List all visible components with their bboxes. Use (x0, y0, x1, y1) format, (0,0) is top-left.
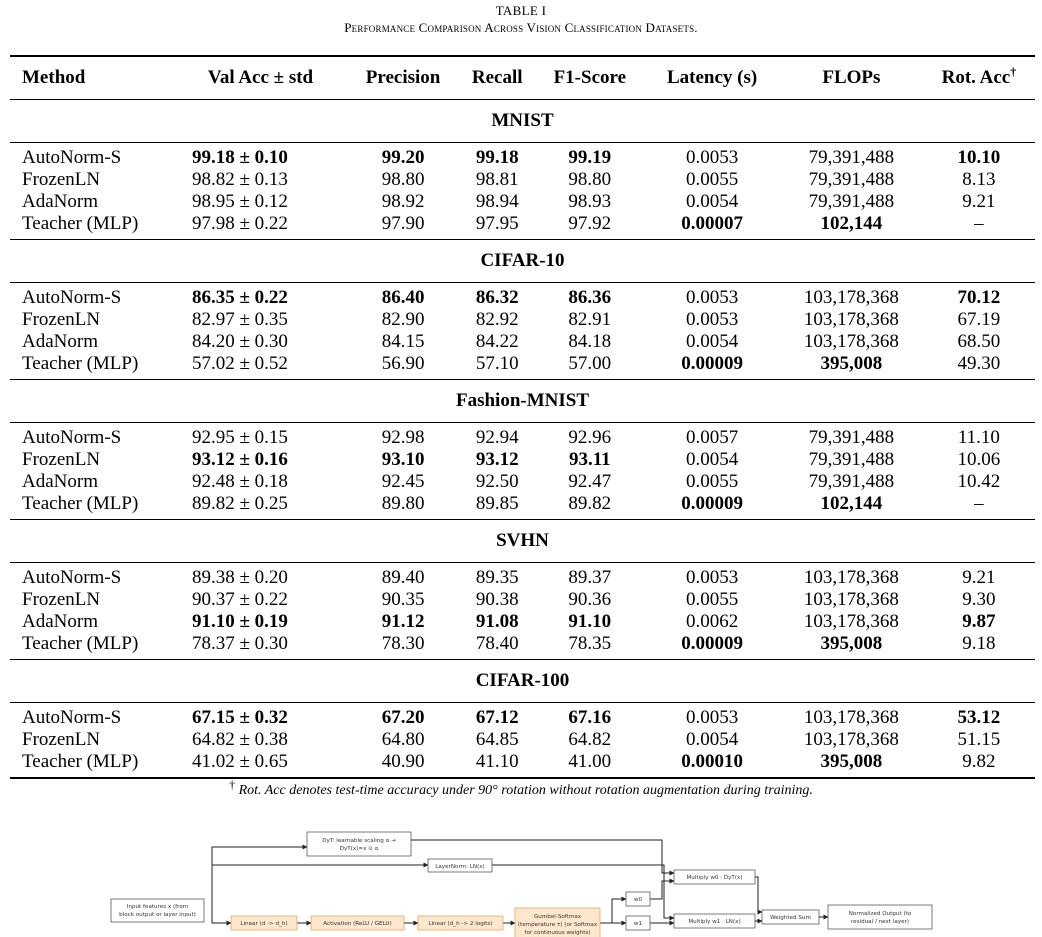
cell-flops: 103,178,368 (803, 611, 899, 632)
cell-val-acc: 98.82 ± 0.13 (192, 169, 288, 190)
cell-rot-acc: 10.06 (957, 449, 1001, 470)
cell-f1: 86.36 (568, 287, 612, 308)
cell-f1: 91.10 (568, 611, 612, 632)
cell-rot-acc: – (974, 493, 984, 514)
results-table (10, 55, 1035, 779)
cell-val-acc: 84.20 ± 0.30 (192, 331, 288, 352)
node-layernorm (428, 859, 492, 872)
table-row (10, 633, 1035, 660)
arrow-gumbel-to-w0 (600, 899, 626, 923)
node-gumbel-line1: Gumbel-Softmax (533, 914, 582, 920)
section-group (10, 520, 1035, 660)
header-rot-acc-label: Rot. Acc (941, 67, 1011, 88)
cell-flops: 79,391,488 (808, 471, 895, 492)
table-row (10, 703, 1035, 730)
node-weighted-sum (762, 910, 819, 924)
cell-f1: 67.16 (568, 707, 612, 728)
cell-recall: 92.50 (475, 471, 519, 492)
cell-recall: 64.85 (475, 729, 519, 750)
section-group (10, 380, 1035, 520)
node-gumbel-line2: (temperature τ) (or Softmax (517, 922, 598, 928)
cell-f1: 92.47 (568, 471, 612, 492)
section-header-row (10, 380, 1035, 423)
cell-precision: 89.40 (381, 567, 425, 588)
cell-recall: 82.92 (475, 309, 519, 330)
cell-recall: 41.10 (459, 751, 535, 778)
cell-flops: 103,178,368 (803, 589, 899, 610)
cell-rot-acc: 67.19 (957, 309, 1001, 330)
table-row (10, 213, 1035, 240)
section-group (10, 240, 1035, 380)
cell-precision: 92.98 (381, 427, 425, 448)
cell-val-acc: 92.95 ± 0.15 (192, 427, 288, 448)
cell-f1: 90.36 (568, 589, 612, 610)
node-weighted-sum-label: Weighted Sum (770, 915, 811, 921)
cell-method: AdaNorm (22, 471, 98, 492)
table-row (10, 611, 1035, 633)
cell-recall: 98.94 (475, 191, 519, 212)
cell-method: FrozenLN (22, 169, 101, 190)
cell-flops: 395,008 (820, 353, 883, 374)
cell-recall: 57.10 (475, 353, 519, 374)
node-linear1-label: Linear (d -> d_h) (240, 921, 288, 927)
header-latency: Latency (s) (644, 56, 780, 100)
section-header-row (10, 100, 1035, 143)
cell-f1: 78.35 (568, 633, 612, 654)
cell-precision: 93.10 (381, 449, 425, 470)
cell-recall: 67.12 (475, 707, 519, 728)
cell-f1: 93.11 (568, 449, 611, 470)
node-output-line1: Normalized Output (to (848, 911, 912, 917)
cell-method: AutoNorm-S (22, 147, 122, 168)
cell-rot-acc: 9.82 (923, 751, 1035, 778)
cell-recall: 86.32 (475, 287, 519, 308)
cell-f1: 64.82 (568, 729, 612, 750)
table-row (10, 563, 1035, 590)
cell-flops: 395,008 (820, 633, 883, 654)
cell-precision: 90.35 (381, 589, 425, 610)
cell-precision: 99.20 (381, 147, 425, 168)
arrow-mult0-to-wsum (755, 877, 762, 912)
node-dyt (307, 832, 411, 856)
node-activation-label: Activation (ReLU / GELU) (323, 921, 392, 927)
cell-latency: 0.00009 (681, 633, 743, 654)
cell-val-acc: 86.35 ± 0.22 (192, 287, 288, 308)
section-group (10, 100, 1035, 240)
cell-rot-acc: 9.30 (962, 589, 996, 610)
cell-flops: 102,144 (820, 493, 883, 514)
cell-val-acc: 41.02 ± 0.65 (174, 751, 347, 778)
cell-latency: 0.0054 (685, 449, 739, 470)
arrow-input-to-dyt (212, 847, 307, 906)
node-linear2-label: Linear (d_h -> 2 logits) (428, 921, 493, 927)
cell-precision: 86.40 (381, 287, 425, 308)
cell-flops: 103,178,368 (803, 567, 899, 588)
node-input-line2: block output or layer input) (119, 912, 196, 918)
cell-val-acc: 64.82 ± 0.38 (192, 729, 288, 750)
header-val-acc: Val Acc ± std (174, 56, 347, 100)
section-title: Fashion-MNIST (10, 380, 1035, 423)
cell-val-acc: 98.95 ± 0.12 (192, 191, 288, 212)
cell-latency: 0.0053 (685, 147, 739, 168)
cell-rot-acc: 9.18 (962, 633, 996, 654)
arrow-w0-to-mult0 (650, 881, 674, 899)
cell-recall: 84.22 (475, 331, 519, 352)
cell-latency: 0.00007 (681, 213, 743, 234)
cell-method: AutoNorm-S (22, 567, 122, 588)
cell-val-acc: 92.48 ± 0.18 (192, 471, 288, 492)
table-row (10, 589, 1035, 611)
cell-f1: 84.18 (568, 331, 612, 352)
table-row (10, 309, 1035, 331)
table-title: Performance Comparison Across Vision Classification Datasets. (344, 20, 698, 35)
table-row (10, 423, 1035, 450)
node-mult1-label: Multiply w1 · LN(x) (688, 919, 741, 925)
cell-val-acc: 57.02 ± 0.52 (192, 353, 288, 374)
cell-val-acc: 67.15 ± 0.32 (192, 707, 288, 728)
cell-precision: 92.45 (381, 471, 425, 492)
cell-precision: 84.15 (381, 331, 425, 352)
node-output (828, 905, 932, 929)
section-header-row (10, 520, 1035, 563)
cell-method: FrozenLN (22, 449, 101, 470)
node-layernorm-label: LayerNorm: LN(x) (435, 864, 485, 870)
cell-recall: 93.12 (475, 449, 519, 470)
arrow-input-to-linear1 (212, 906, 231, 923)
cell-flops: 79,391,488 (808, 427, 895, 448)
cell-flops: 103,178,368 (803, 309, 899, 330)
header-flops: FLOPs (780, 56, 923, 100)
cell-val-acc: 93.12 ± 0.16 (192, 449, 288, 470)
cell-latency: 0.00009 (681, 353, 743, 374)
header-method: Method (10, 56, 174, 100)
cell-flops: 103,178,368 (803, 287, 899, 308)
node-dyt-line2: DyT(x)=x ⊙ α (339, 846, 379, 852)
section-header-row (10, 660, 1035, 703)
cell-method: Teacher (MLP) (22, 213, 139, 234)
node-mult1 (674, 914, 755, 928)
node-output-line2: residual / next layer) (851, 919, 909, 925)
section-title: CIFAR-100 (10, 660, 1035, 703)
table-header-row (10, 56, 1035, 100)
cell-recall: 92.94 (475, 427, 519, 448)
cell-rot-acc: 68.50 (957, 331, 1001, 352)
table-row (10, 191, 1035, 213)
cell-f1: 41.00 (535, 751, 644, 778)
cell-method: FrozenLN (22, 589, 101, 610)
cell-precision: 40.90 (347, 751, 459, 778)
cell-method: AutoNorm-S (22, 427, 122, 448)
cell-method: FrozenLN (22, 309, 101, 330)
cell-recall: 90.38 (475, 589, 519, 610)
footnote-text: Rot. Acc denotes test-time accuracy under 90° rotation without rotation augmentation during training. (238, 783, 813, 798)
cell-latency: 0.0055 (685, 589, 739, 610)
section-group (10, 660, 1035, 779)
node-linear2 (418, 916, 503, 930)
cell-latency: 0.0057 (685, 427, 739, 448)
cell-method: AdaNorm (22, 191, 98, 212)
cell-precision: 82.90 (381, 309, 425, 330)
cell-rot-acc: 49.30 (957, 353, 1001, 374)
cell-flops: 103,178,368 (803, 729, 899, 750)
cell-val-acc: 90.37 ± 0.22 (192, 589, 288, 610)
cell-rot-acc: 9.21 (962, 191, 996, 212)
cell-flops: 103,178,368 (803, 707, 899, 728)
table-row (10, 471, 1035, 493)
architecture-diagram (0, 820, 1042, 937)
section-title: MNIST (10, 100, 1035, 143)
cell-flops: 79,391,488 (808, 147, 895, 168)
cell-precision: 56.90 (381, 353, 425, 374)
cell-val-acc: 89.82 ± 0.25 (192, 493, 288, 514)
cell-val-acc: 97.98 ± 0.22 (192, 213, 288, 234)
cell-val-acc: 89.38 ± 0.20 (192, 567, 288, 588)
table-row (10, 169, 1035, 191)
table-row (10, 493, 1035, 520)
cell-recall: 89.35 (475, 567, 519, 588)
cell-val-acc: 91.10 ± 0.19 (192, 611, 288, 632)
cell-latency: 0.0062 (685, 611, 739, 632)
table-row (10, 331, 1035, 353)
cell-precision: 67.20 (381, 707, 425, 728)
header-precision: Precision (347, 56, 459, 100)
table-row (10, 751, 1035, 778)
cell-latency: 0.0055 (685, 471, 739, 492)
cell-method: AdaNorm (22, 611, 98, 632)
cell-f1: 82.91 (568, 309, 612, 330)
cell-f1: 98.80 (568, 169, 612, 190)
cell-flops: 395,008 (780, 751, 923, 778)
cell-method: Teacher (MLP) (22, 493, 139, 514)
cell-val-acc: 78.37 ± 0.30 (192, 633, 288, 654)
cell-precision: 64.80 (381, 729, 425, 750)
cell-precision: 89.80 (381, 493, 425, 514)
arrow-input-to-layernorm (212, 865, 428, 906)
table-row (10, 143, 1035, 170)
table-row (10, 353, 1035, 380)
section-header-row (10, 240, 1035, 283)
node-mult0-label: Multiply w0 · DyT(x) (686, 875, 743, 881)
cell-f1: 92.96 (568, 427, 612, 448)
cell-f1: 89.82 (568, 493, 612, 514)
cell-val-acc: 99.18 ± 0.10 (192, 147, 288, 168)
table-row (10, 283, 1035, 310)
cell-rot-acc: 11.10 (957, 427, 1000, 448)
node-w1 (626, 916, 650, 930)
cell-latency: 0.0053 (685, 567, 739, 588)
node-w0 (626, 892, 650, 906)
cell-precision: 98.92 (381, 191, 425, 212)
cell-latency: 0.0053 (685, 287, 739, 308)
table-label: TABLE I (495, 3, 547, 18)
header-dagger-mark: † (1010, 64, 1017, 79)
cell-flops: 79,391,488 (808, 449, 895, 470)
cell-f1: 89.37 (568, 567, 612, 588)
cell-recall: 97.95 (475, 213, 519, 234)
cell-f1: 99.19 (568, 147, 612, 168)
cell-precision: 98.80 (381, 169, 425, 190)
cell-f1: 98.93 (568, 191, 612, 212)
footnote-dagger-mark: † (229, 777, 236, 792)
cell-precision: 78.30 (381, 633, 425, 654)
cell-recall: 78.40 (475, 633, 519, 654)
node-w0-label: w0 (633, 897, 643, 903)
section-title: CIFAR-10 (10, 240, 1035, 283)
cell-flops: 103,178,368 (803, 331, 899, 352)
cell-recall: 99.18 (475, 147, 519, 168)
cell-rot-acc: 9.87 (962, 611, 996, 632)
node-input-line1: Input features x (from (126, 904, 189, 910)
cell-rot-acc: 70.12 (957, 287, 1001, 308)
cell-rot-acc: 51.15 (957, 729, 1001, 750)
node-dyt-line1: DyT: learnable scaling α → (322, 838, 396, 844)
cell-rot-acc: 10.42 (957, 471, 1001, 492)
cell-val-acc: 82.97 ± 0.35 (192, 309, 288, 330)
cell-flops: 79,391,488 (808, 169, 895, 190)
table-row (10, 729, 1035, 751)
node-linear1 (231, 916, 297, 930)
cell-method: Teacher (MLP) (22, 353, 139, 374)
cell-latency: 0.00010 (644, 751, 780, 778)
node-activation (311, 916, 404, 930)
cell-method: Teacher (MLP) (22, 633, 139, 654)
cell-flops: 102,144 (820, 213, 883, 234)
table-row (10, 449, 1035, 471)
cell-precision: 97.90 (381, 213, 425, 234)
cell-latency: 0.00009 (681, 493, 743, 514)
header-recall: Recall (459, 56, 535, 100)
cell-method: FrozenLN (22, 729, 101, 750)
cell-latency: 0.0054 (685, 331, 739, 352)
node-gumbel-line3: for continuous weights) (524, 930, 591, 936)
table-footnote (0, 777, 1042, 799)
cell-method: AutoNorm-S (22, 707, 122, 728)
cell-latency: 0.0055 (685, 169, 739, 190)
cell-latency: 0.0054 (685, 729, 739, 750)
cell-method: AutoNorm-S (22, 287, 122, 308)
cell-recall: 89.85 (475, 493, 519, 514)
cell-latency: 0.0054 (685, 191, 739, 212)
cell-rot-acc: 8.13 (962, 169, 996, 190)
cell-rot-acc: 10.10 (957, 147, 1001, 168)
cell-f1: 57.00 (568, 353, 612, 374)
cell-rot-acc: 53.12 (957, 707, 1001, 728)
header-f1: F1-Score (535, 56, 644, 100)
section-title: SVHN (10, 520, 1035, 563)
cell-method: Teacher (MLP) (10, 751, 174, 778)
cell-latency: 0.0053 (685, 707, 739, 728)
cell-recall: 98.81 (475, 169, 519, 190)
cell-method: AdaNorm (22, 331, 98, 352)
cell-rot-acc: 9.21 (962, 567, 996, 588)
node-w1-label: w1 (633, 921, 643, 927)
header-rot-acc (923, 56, 1035, 100)
cell-rot-acc: – (974, 213, 984, 234)
cell-f1: 97.92 (568, 213, 612, 234)
node-input (111, 899, 204, 922)
cell-precision: 91.12 (381, 611, 425, 632)
cell-latency: 0.0053 (685, 309, 739, 330)
cell-flops: 79,391,488 (808, 191, 895, 212)
node-mult0 (674, 870, 755, 884)
cell-recall: 91.08 (475, 611, 519, 632)
